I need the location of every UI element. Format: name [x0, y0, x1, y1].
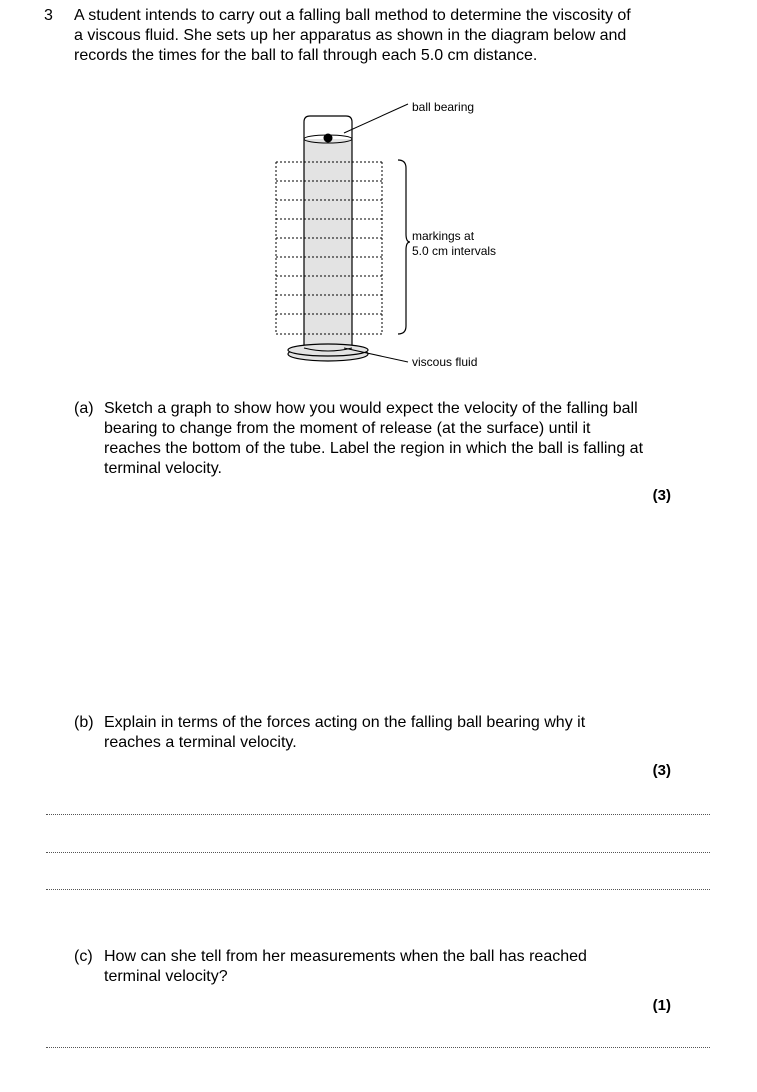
part-a-line: Sketch a graph to show how you would expect the velocity of the falling ball [104, 400, 638, 417]
intro-line: A student intends to carry out a falling ball method to determine the viscosity of [74, 7, 631, 24]
label-ball-bearing: ball bearing [412, 100, 475, 114]
part-a-line: terminal velocity. [104, 460, 222, 477]
intro-line: a viscous fluid. She sets up her apparatus as shown in the diagram below and [74, 27, 627, 44]
answer-line[interactable] [46, 852, 710, 853]
part-a-text [104, 399, 643, 479]
apparatus-diagram [260, 92, 540, 377]
part-b-line: Explain in terms of the forces acting on the falling ball bearing why it [104, 714, 586, 731]
part-a-line: reaches the bottom of the tube. Label the region in which the ball is falling at [104, 440, 644, 457]
part-c-line: How can she tell from her measurements when the ball has reached [104, 948, 587, 965]
part-b-text [104, 713, 585, 753]
ball-bearing [324, 134, 333, 143]
answer-line[interactable] [46, 814, 710, 815]
part-a-marks: (3) [652, 487, 671, 504]
tube-base-upper [288, 344, 368, 356]
part-c-label: (c) [74, 948, 93, 965]
label-markings-line2: 5.0 cm intervals [412, 244, 497, 258]
ball-leader [344, 104, 408, 133]
label-markings-line1: markings at [412, 229, 475, 243]
part-c-text [104, 947, 587, 987]
question-number: 3 [44, 7, 53, 24]
tube-fluid [304, 139, 352, 350]
part-b-marks: (3) [652, 762, 671, 779]
answer-line[interactable] [46, 889, 710, 890]
part-b-label: (b) [74, 714, 94, 731]
markings-brace [398, 160, 410, 334]
part-a-line: bearing to change from the moment of release (at the surface) until it [104, 420, 591, 437]
part-a-label: (a) [74, 400, 94, 417]
intro-line: records the times for the ball to fall through each 5.0 cm distance. [74, 47, 538, 64]
part-b-line: reaches a terminal velocity. [104, 734, 297, 751]
question-intro [74, 6, 684, 66]
label-viscous-fluid: viscous fluid [412, 355, 478, 369]
part-c-marks: (1) [652, 997, 671, 1014]
part-c-line: terminal velocity? [104, 968, 228, 985]
answer-line[interactable] [46, 1047, 710, 1048]
